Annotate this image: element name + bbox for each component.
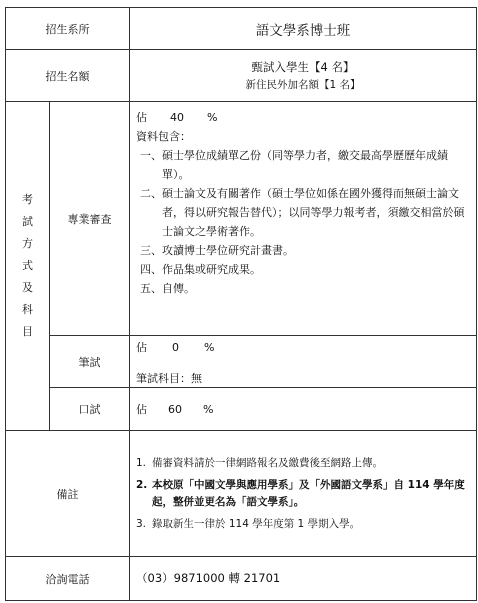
review-weight-prefix: 佔 [136,111,147,124]
material-item [136,279,468,298]
contact-label: 洽詢電話 [6,557,130,601]
remarks-label: 備註 [6,431,130,557]
material-item [136,260,468,279]
exam-label-char: 目 [22,325,33,338]
written-weight-prefix: 佔 [136,341,147,354]
written-subject: 筆試科目：無 [136,372,202,385]
material-text: 作品集或研究成果。 [162,263,261,276]
contact-phone: （03）9871000 轉 21701 [130,557,477,601]
exam-label-char: 方 [22,237,33,250]
dept-row [6,8,477,50]
quota-label: 招生名額 [6,50,130,102]
materials-intro: 資料包含： [136,130,191,143]
material-item [136,184,468,241]
review-content [130,102,477,336]
oral-label: 口試 [50,388,130,431]
remark-text: 備審資料請於一律網路報名及繳費後至網路上傳。 [152,456,383,469]
exam-method-label [6,102,50,431]
quota-line-2: 新住民外加名額【1 名】 [245,78,361,91]
material-text: 碩士論文及有關著作（碩士學位如係在國外獲得而無碩士論文者，得以研究報告替代）；以同等學力報考者，須繳交相當於碩士論文之學術著作。 [162,187,465,238]
exam-label-char: 考 [22,193,33,206]
oral-weight-prefix: 佔 [136,402,147,416]
material-item [136,146,468,184]
written-weight [136,339,468,356]
written-row [6,336,477,388]
remark-text: 本校原「中國文學與應用學系」及「外國語文學系」自 114 學年度起，整併並更名為「語文學系」。 [152,478,465,508]
oral-content [130,388,477,431]
review-label: 專業審查 [50,102,130,336]
admission-table-sheet [5,7,476,600]
contact-row [6,557,477,601]
exam-label-char: 式 [22,259,33,272]
admission-table [5,7,477,601]
dept-value: 語文學系博士班 [130,8,477,50]
remark-num: 3. [136,517,147,530]
remark-num: 1. [136,456,147,469]
material-num: 一、 [140,149,162,162]
oral-row [6,388,477,431]
material-num: 五、 [140,282,162,295]
material-text: 自傳。 [162,282,195,295]
quota-line-1: 甄試入學生【4 名】 [251,59,355,74]
material-text: 碩士學位成績單乙份（同等學力者，繳交最高學歷歷年成績單）。 [162,149,448,181]
remarks-row [6,431,477,557]
remark-item [136,455,470,472]
material-num: 二、 [140,187,162,200]
oral-weight-value: 60 [168,402,182,416]
written-label: 筆試 [50,336,130,388]
exam-label-char: 試 [22,215,33,228]
remark-item-emphasis [136,477,470,511]
remark-text: 錄取新生一律於 114 學年度第 1 學期入學。 [152,517,361,530]
review-weight-value: 40 [170,111,184,124]
remark-item [136,516,470,533]
remark-num: 2. [136,478,148,491]
remarks-content [130,431,477,557]
written-content [130,336,477,388]
review-row [6,102,477,336]
quota-value [130,50,477,102]
exam-label-char: 及 [22,281,33,294]
review-weight [136,108,468,127]
exam-label-char: 科 [22,303,33,316]
dept-label: 招生系所 [6,8,130,50]
material-num: 四、 [140,263,162,276]
material-item [136,241,468,260]
written-weight-unit: % [204,341,215,354]
material-num: 三、 [140,244,162,257]
review-weight-unit: % [207,111,218,124]
material-text: 攻讀博士學位研究計畫書。 [162,244,294,257]
quota-row [6,50,477,102]
written-weight-value: 0 [172,341,179,354]
oral-weight-unit: % [203,402,214,416]
